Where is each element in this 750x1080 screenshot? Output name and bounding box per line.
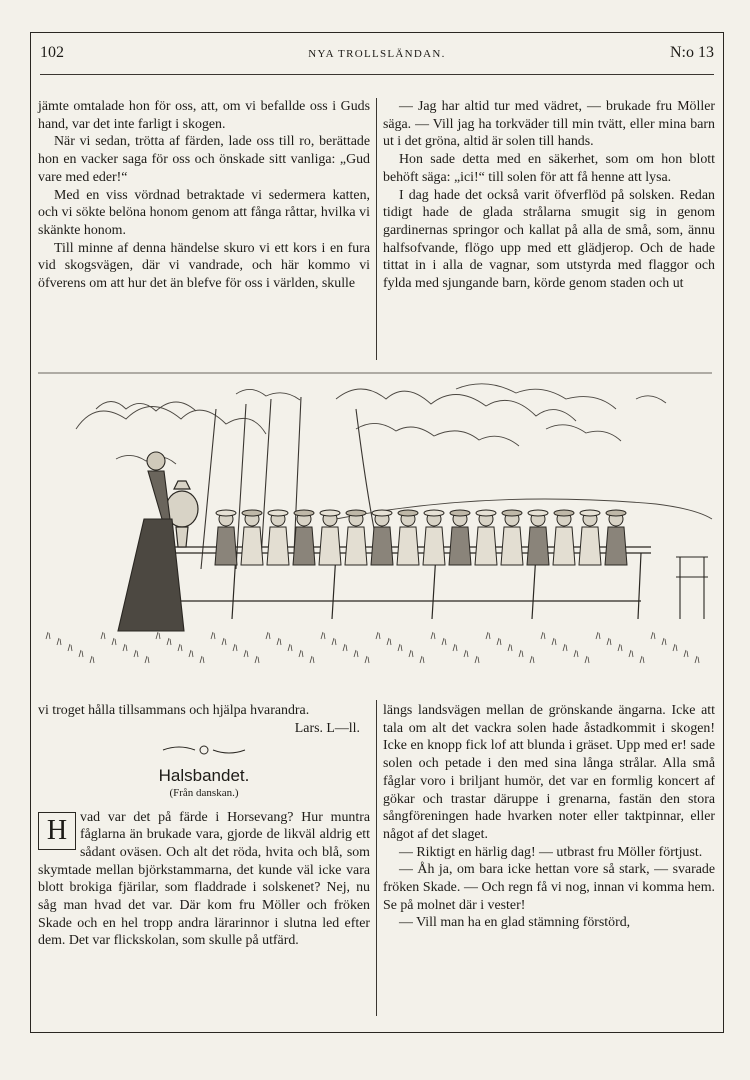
frame-left-rule — [30, 32, 31, 1032]
closing-paragraph: vi troget hålla tillsammans och hjälpa hvarandra. — [38, 703, 310, 718]
ornament-icon — [159, 743, 249, 757]
story-source: (Från danskan.) — [169, 786, 239, 799]
frame-bottom-rule — [30, 1032, 724, 1033]
paragraph: — Riktigt en härlig dag! — utbrast fru Möller förtjust. — [399, 844, 703, 860]
paragraph: Med en viss vördnad betraktade vi sedermera katten, och vi sökte belöna honom genom att fånga råttar, hvilka vi skänkte honom. — [38, 187, 370, 238]
column-divider-bottom — [376, 700, 377, 1016]
signature: Lars. L—ll. — [294, 720, 360, 736]
paragraph: När vi sedan, trötta af färden, lade oss till ro, berättade hon en vacker saga för oss och önskade sitt vanliga: „Gud vare med eder!“ — [38, 134, 370, 185]
story-title: Halsbandet. — [158, 766, 250, 786]
header-rule — [40, 74, 714, 75]
page-number: 102 — [40, 44, 64, 61]
publication-title: NYA TROLLSLÄNDAN. — [308, 48, 446, 60]
issue-number: N:o 13 — [670, 44, 714, 61]
column-divider-top — [376, 98, 377, 360]
paragraph: — Jag har altid tur med vädret, — brukade fru Möller säga. — Vill jag ha torkväder till min tvätt, eller mina barn ut i det gröna, altid är solen till hands. — [383, 99, 715, 150]
column-bottom-right — [383, 702, 715, 932]
paragraph: — Åh ja, om bara icke hettan vore så stark, — svarade fröken Skade. — Och regn få vi nog, innan vi komma hem. Se på molnet där i vester! — [383, 862, 715, 913]
page-header — [40, 44, 714, 66]
frame-right-rule — [723, 32, 724, 1032]
paragraph: I dag hade det också varit öfverflöd på solsken. Redan tidigt hade de glada strålarna smugit sig in genom gardinernas springor och kallat på alla de små, som, ännu halfsofvande, flögo upp med ett glädjerop. Och de hade tittat in i alla de vagnar, som utstyrda med flaggor och fylda med sjungande barn, körde genom staden och ut — [383, 187, 715, 292]
frame-top-rule — [30, 32, 724, 33]
paragraph: Hon sade detta med en säkerhet, som om hon blott behöft säga: „ici!“ till solen för att få henne att lysa. — [383, 152, 715, 185]
picnic-illustration — [36, 369, 716, 681]
paragraph: jämte omtalade hon för oss, att, om vi befallde oss i Guds hand, var det inte farligt i skogen. — [38, 99, 370, 132]
column-top-right — [383, 98, 715, 293]
paragraph: — Vill man ha en glad stämning förstörd, — [399, 915, 631, 931]
picnic-drawing — [36, 369, 716, 681]
dropcap-letter: H — [38, 812, 76, 850]
paragraph: Till minne af denna händelse skuro vi ett kors i en fura vid skogsvägen, där vi vandrade, och här kommo vi öfverens om att hur det än blefve för oss i världen, skulle — [38, 240, 370, 292]
story-paragraph: vad var det på färde i Horsevang? Hur muntra fåglarna än brukade vara, gjorde de likväl aldrig ett sådant oväsen. Och alt det röda, hvita och blå, som skymtade mellan björkstammarna, det kunde väl icke vara blott brokiga fjärilar, som fladdrade i solskenet? Nej, nu såg man hvad det var. Där kom fru Möller och fröken Skade och en hel tropp andra lärarinnor i slutna led efter dem. Det var flickskolan, som skulle på utfärd. — [38, 809, 370, 949]
decorative-ornament — [38, 743, 370, 763]
column-bottom-left — [38, 702, 370, 950]
signature-line — [38, 720, 370, 738]
paragraph: längs landsvägen mellan de grönskande ängarna. Icke att tala om alt det vackra solen hade åstadkommit i skogen! Icke en knopp fick lof att blunda i gräset. Upp med er! sade solen och petade i den med sina långa strålar. Alla små fåglar voro i briljant humör, det var en formlig koncert af gökar och trastar däruppe i grenarna, fastän den stora sångföreningen hade hvarken noter eller taktpinnar, eller något af det slaget. — [383, 703, 715, 842]
column-top-left — [38, 98, 370, 293]
